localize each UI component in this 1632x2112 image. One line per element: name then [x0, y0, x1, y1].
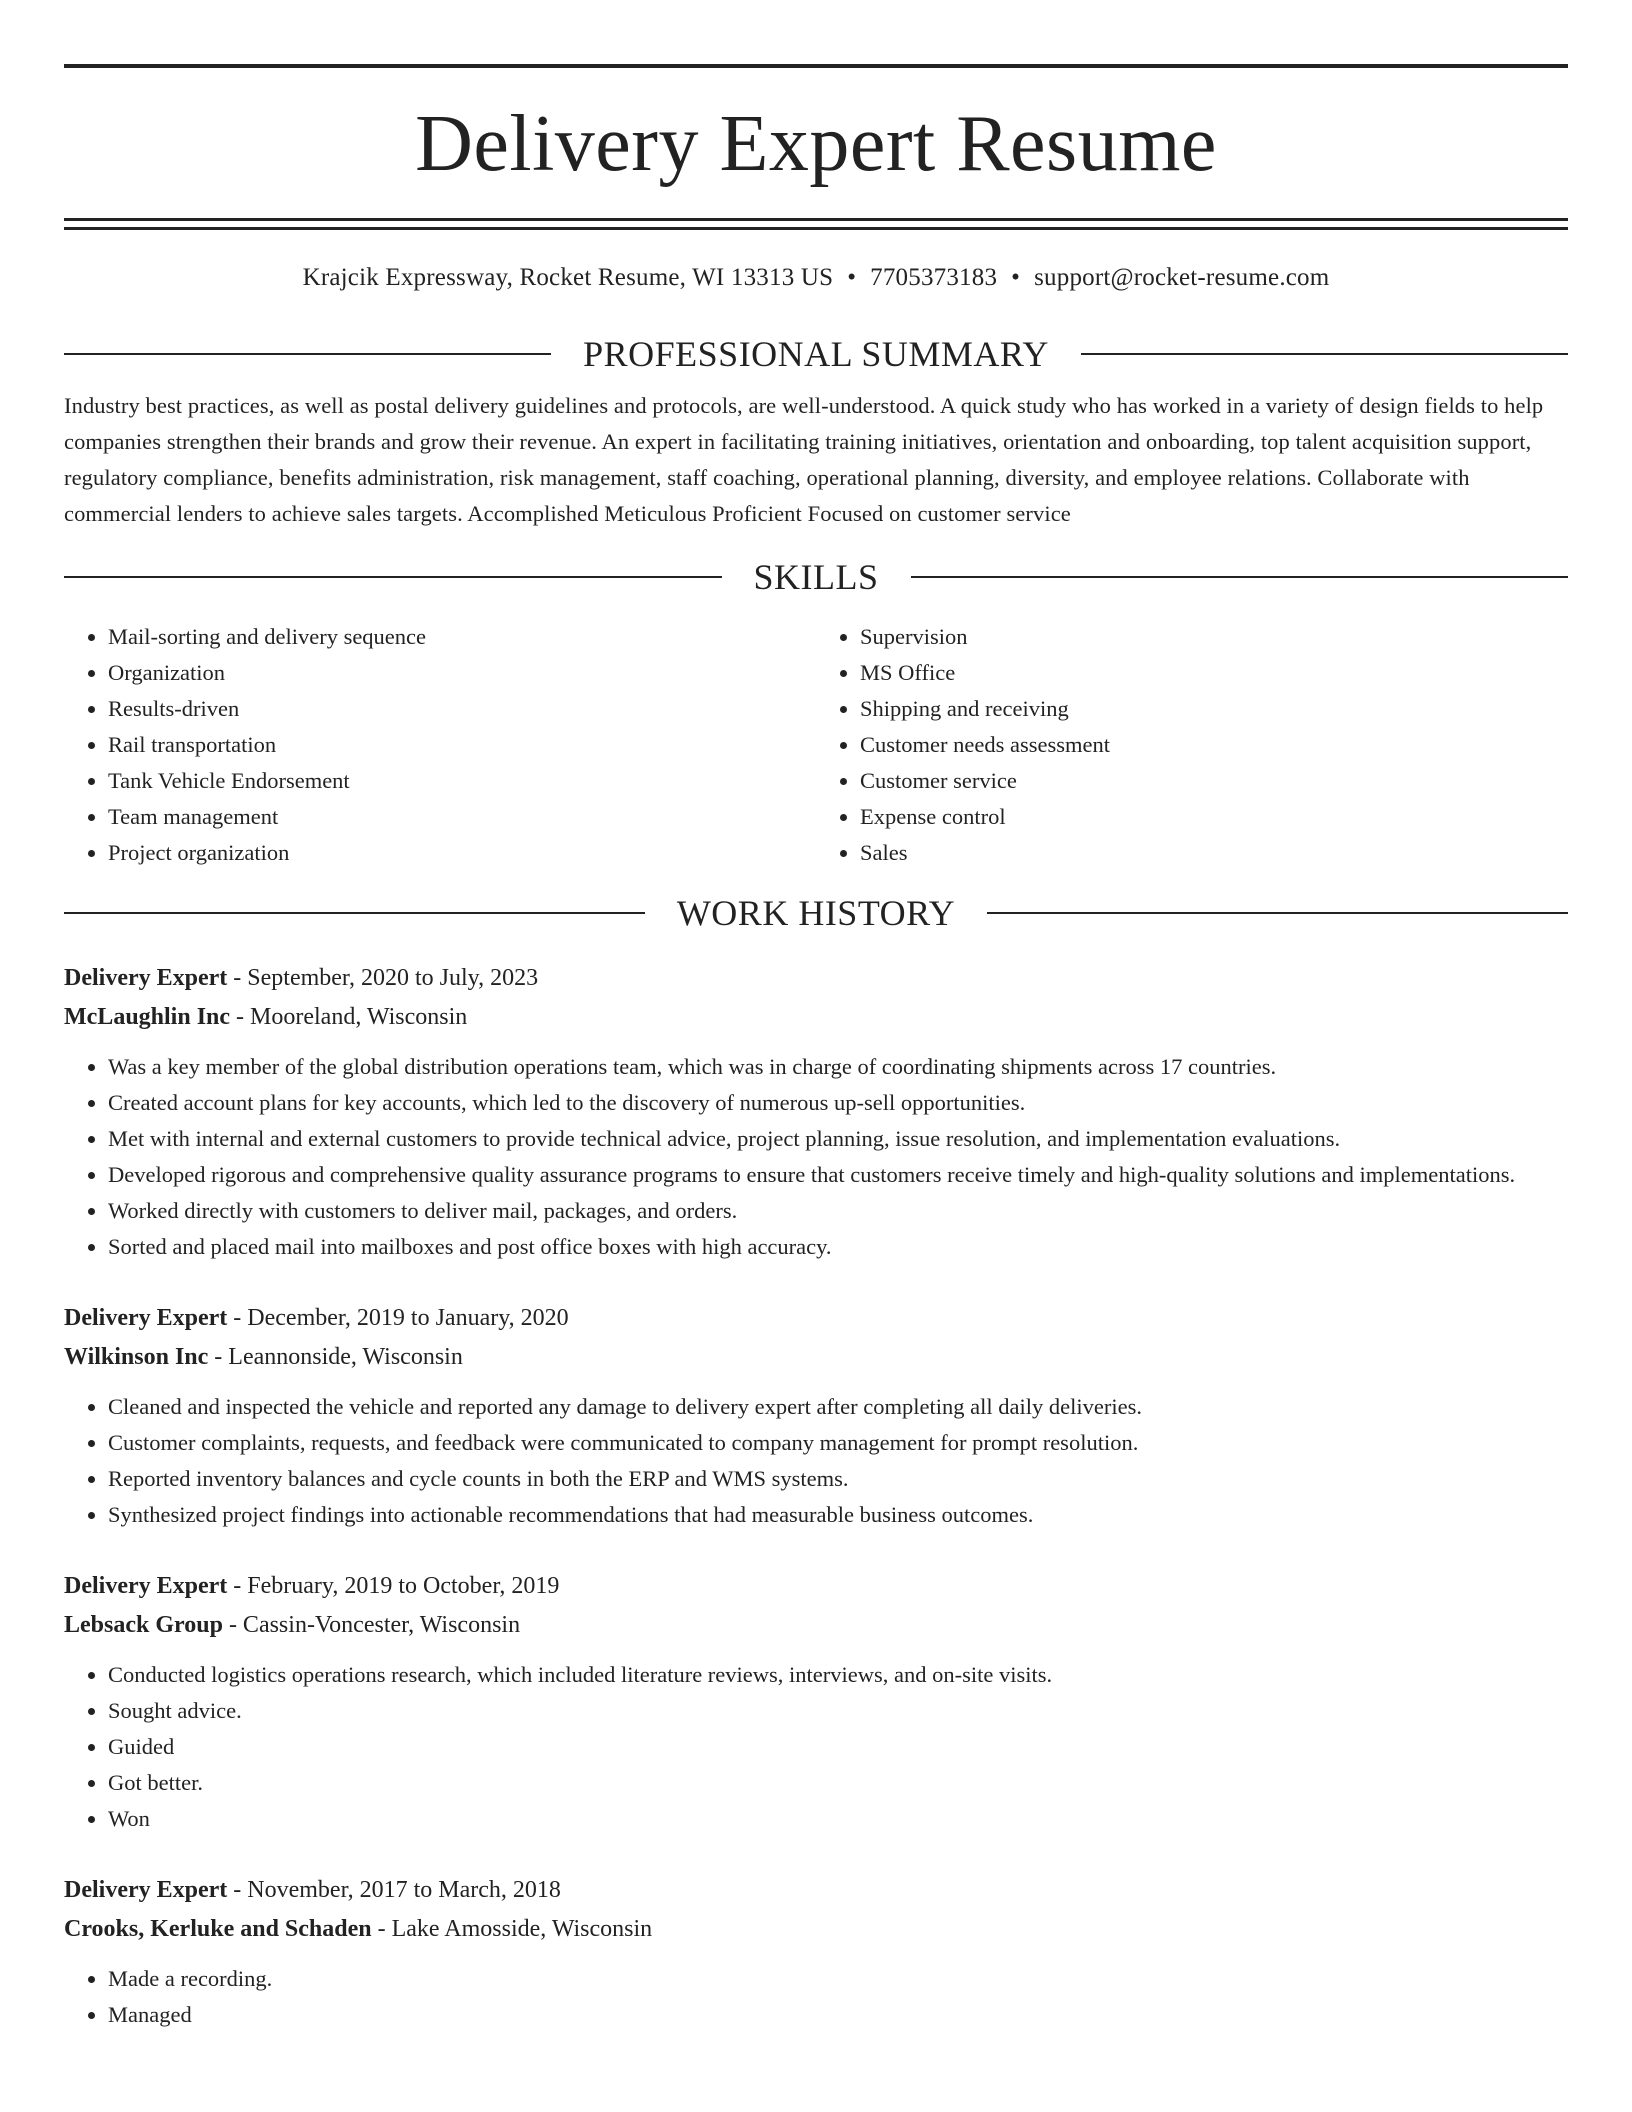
skills-list [64, 619, 1568, 871]
job-dates: - November, 2017 to March, 2018 [227, 1876, 561, 1903]
job-bullet: • Synthesized project findings into actionable recommendations that had measurable business outcomes. [108, 1497, 1568, 1533]
job-entry [64, 1871, 1568, 2033]
skills-heading [64, 555, 1568, 599]
skill-item: • Customer service [860, 763, 1568, 799]
job-bullet: • Sought advice. [108, 1693, 1568, 1729]
skill-item: • Organization [108, 655, 816, 691]
skill-item: • MS Office [860, 655, 1568, 691]
contact-email: support@rocket-resume.com [1034, 264, 1330, 291]
job-company: Wilkinson Inc [64, 1343, 209, 1370]
heading-rule-right [911, 576, 1569, 578]
summary-heading-label: PROFESSIONAL SUMMARY [583, 334, 1049, 374]
contact-separator: • [847, 264, 857, 291]
job-dates: - September, 2020 to July, 2023 [227, 964, 539, 991]
job-role: Delivery Expert [64, 964, 228, 991]
heading-rule-left [64, 912, 645, 914]
skill-item: • Project organization [108, 835, 816, 871]
skills-column-right [816, 619, 1568, 871]
professional-summary: Industry best practices, as well as postal delivery guidelines and protocols, are well-understood. A quick study who has worked in a variety of design fields to help companies strengthen their brands and grow their revenue. An expert in facilitating training initiatives, orientation and onboarding, top talent acquisition support, regulatory compliance, benefits administration, risk management, staff coaching, operational planning, diversity, and employee relations. Collaborate with commercial lenders to achieve sales targets. Accomplished Meticulous Proficient Focused on customer service [64, 393, 1544, 526]
heading-rule-left [64, 576, 722, 578]
job-bullet: • Created account plans for key accounts, which led to the discovery of numerous up-sell opportunities. [108, 1085, 1568, 1121]
job-location: - Lake Amosside, Wisconsin [371, 1915, 653, 1942]
job-location: - Mooreland, Wisconsin [230, 1003, 468, 1030]
top-rule [64, 64, 1568, 68]
job-bullets [64, 1049, 1568, 1265]
title-double-rule [64, 218, 1568, 230]
job-title-line [64, 1299, 1568, 1338]
contact-separator: • [1011, 264, 1021, 291]
job-bullet: • Met with internal and external customers to provide technical advice, project planning, issue resolution, and implementation evaluations. [108, 1121, 1568, 1157]
heading-rule-left [64, 353, 551, 355]
skill-item: • Shipping and receiving [860, 691, 1568, 727]
skills-heading-label: SKILLS [753, 556, 879, 597]
job-title-line [64, 1871, 1568, 1910]
contact-address: Krajcik Expressway, Rocket Resume, WI 13313 US [302, 264, 834, 291]
job-bullets [64, 1389, 1568, 1533]
job-bullet: • Reported inventory balances and cycle counts in both the ERP and WMS systems. [108, 1461, 1568, 1497]
job-dates: - February, 2019 to October, 2019 [227, 1572, 560, 1599]
job-company-line [64, 1910, 1568, 1949]
skills-column-left [64, 619, 816, 871]
job-entry [64, 1567, 1568, 1837]
job-company-line [64, 1606, 1568, 1645]
resume-title: Delivery Expert Resume [415, 100, 1217, 188]
skill-item: • Results-driven [108, 691, 816, 727]
job-company: Lebsack Group [64, 1611, 223, 1638]
skill-item: • Rail transportation [108, 727, 816, 763]
skill-item: • Supervision [860, 619, 1568, 655]
job-bullet: • Worked directly with customers to deliver mail, packages, and orders. [108, 1193, 1568, 1229]
job-entry [64, 959, 1568, 1265]
job-location: - Cassin-Voncester, Wisconsin [222, 1611, 521, 1638]
job-bullet: • Won [108, 1801, 1568, 1837]
job-role: Delivery Expert [64, 1304, 228, 1331]
job-dates: - December, 2019 to January, 2020 [227, 1304, 569, 1331]
job-company: Crooks, Kerluke and Schaden [64, 1915, 372, 1942]
job-company-line [64, 998, 1568, 1037]
job-entry [64, 1299, 1568, 1533]
job-bullet: • Customer complaints, requests, and feedback were communicated to company management for prompt resolution. [108, 1425, 1568, 1461]
job-role: Delivery Expert [64, 1572, 228, 1599]
heading-rule-right [987, 912, 1568, 914]
job-bullets [64, 1657, 1568, 1837]
job-title-line [64, 959, 1568, 998]
contact-line [64, 262, 1568, 294]
job-bullet: • Sorted and placed mail into mailboxes and post office boxes with high accuracy. [108, 1229, 1568, 1265]
job-company-line [64, 1338, 1568, 1377]
work-history-heading-label: WORK HISTORY [676, 892, 956, 933]
skill-item: • Expense control [860, 799, 1568, 835]
job-bullet: • Made a recording. [108, 1961, 1568, 1997]
contact-phone: 7705373183 [870, 264, 998, 291]
job-company: McLaughlin Inc [64, 1003, 231, 1030]
job-title-line [64, 1567, 1568, 1606]
job-bullets [64, 1961, 1568, 2033]
job-bullet: • Managed [108, 1997, 1568, 2033]
skill-item: • Customer needs assessment [860, 727, 1568, 763]
skill-item: • Tank Vehicle Endorsement [108, 763, 816, 799]
job-bullet: • Guided [108, 1729, 1568, 1765]
skill-item: • Mail-sorting and delivery sequence [108, 619, 816, 655]
skill-item: • Sales [860, 835, 1568, 871]
work-history-heading [64, 891, 1568, 935]
job-bullet: • Got better. [108, 1765, 1568, 1801]
heading-rule-right [1081, 353, 1568, 355]
job-role: Delivery Expert [64, 1876, 228, 1903]
summary-heading [64, 332, 1568, 376]
job-location: - Leannonside, Wisconsin [208, 1343, 463, 1370]
job-bullet: • Conducted logistics operations research, which included literature reviews, interviews, and on-site visits. [108, 1657, 1568, 1693]
job-bullet: • Cleaned and inspected the vehicle and reported any damage to delivery expert after completing all daily deliveries. [108, 1389, 1568, 1425]
skill-item: • Team management [108, 799, 816, 835]
job-bullet: • Was a key member of the global distribution operations team, which was in charge of coordinating shipments across 17 countries. [108, 1049, 1568, 1085]
resume-page [64, 64, 1568, 2033]
job-bullet: • Developed rigorous and comprehensive quality assurance programs to ensure that customers receive timely and high-quality solutions and implementations. [108, 1157, 1568, 1193]
